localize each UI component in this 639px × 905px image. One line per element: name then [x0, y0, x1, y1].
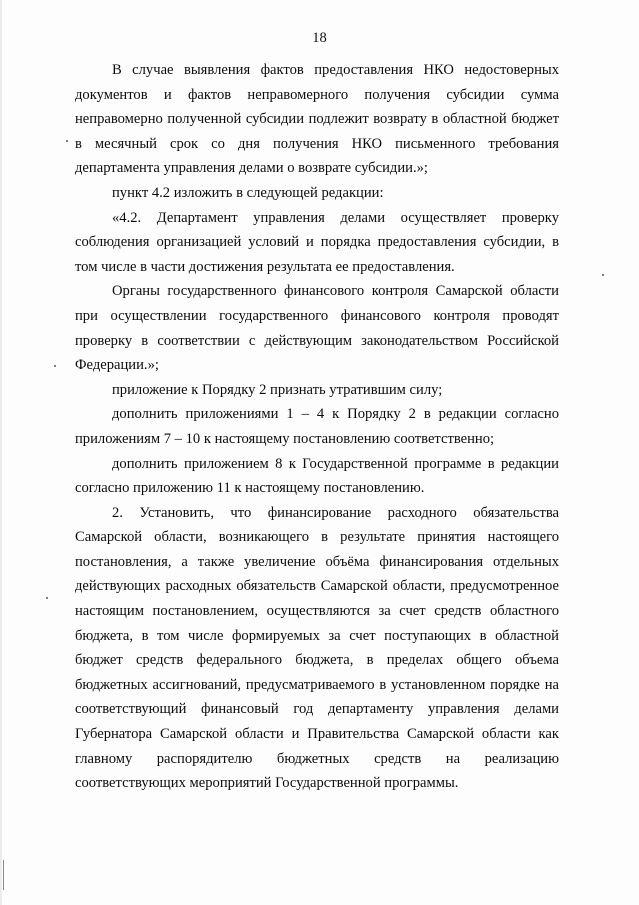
- page-number: 18: [312, 30, 327, 46]
- scan-speck: [54, 365, 56, 367]
- scan-edge-mark: [3, 860, 4, 890]
- scan-speck: [602, 274, 604, 276]
- paragraph-clause-4-2-intro: пункт 4.2 изложить в следующей редакции:: [112, 184, 384, 201]
- paragraph-refund-of-subsidy: В случае выявления фактов предоставления НКО недостоверных документов и фактов неправомерного получения субсидии сумма неправомерно полученной субсидии подлежит возврату в областной бюджет в месячный срок со дня получения НКО письменного требования департамента управления делами о возврате субсидии.»;: [75, 62, 559, 177]
- paragraph-financial-control: Органы государственного финансового контроля Самарской области при осуществлении государственного финансового контроля проводят проверку в соответствии с действующим законодательством Российской Федерации.»;: [75, 283, 559, 374]
- document-body: [75, 58, 559, 796]
- paragraph-add-appendix-8: дополнить приложением 8 к Государственной программе в редакции согласно приложению 11 к настоящему постановлению.: [75, 455, 559, 497]
- scan-speck: [66, 140, 68, 142]
- paragraph-section-2-financing: 2. Установить, что финансирование расходного обязательства Самарской области, возникающего в результате принятия настоящего постановления, а также увеличение объёма финансирования отдельных действующих расходных обязательств Самарской области, предусмотренное настоящим постановлением, осуществляются за счет средств областного бюджета, в том числе формируемых за счет поступающих в областной бюджет средств федерального бюджета, в пределах общего объема бюджетных ассигнований, предусматриваемого в установленном порядке на соответствующий финансовый год департаменту управления делами Губернатора Самарской области и Правительства Самарской области как главному распорядителю бюджетных средств на реализацию соответствующих мероприятий Государственной программы.: [75, 504, 559, 792]
- paragraph-appendix-void: приложение к Порядку 2 признать утратившим силу;: [112, 381, 443, 398]
- paragraph-clause-4-2-text: «4.2. Департамент управления делами осуществляет проверку соблюдения организацией условий и порядка предоставления субсидии, в том числе в части достижения результата ее предоставления.: [75, 209, 559, 275]
- paragraph-add-appendices-1-4: дополнить приложениями 1 – 4 к Порядку 2 в редакции согласно приложениям 7 – 10 к настоящему постановлению соответственно;: [75, 406, 559, 447]
- scan-speck: [46, 597, 48, 599]
